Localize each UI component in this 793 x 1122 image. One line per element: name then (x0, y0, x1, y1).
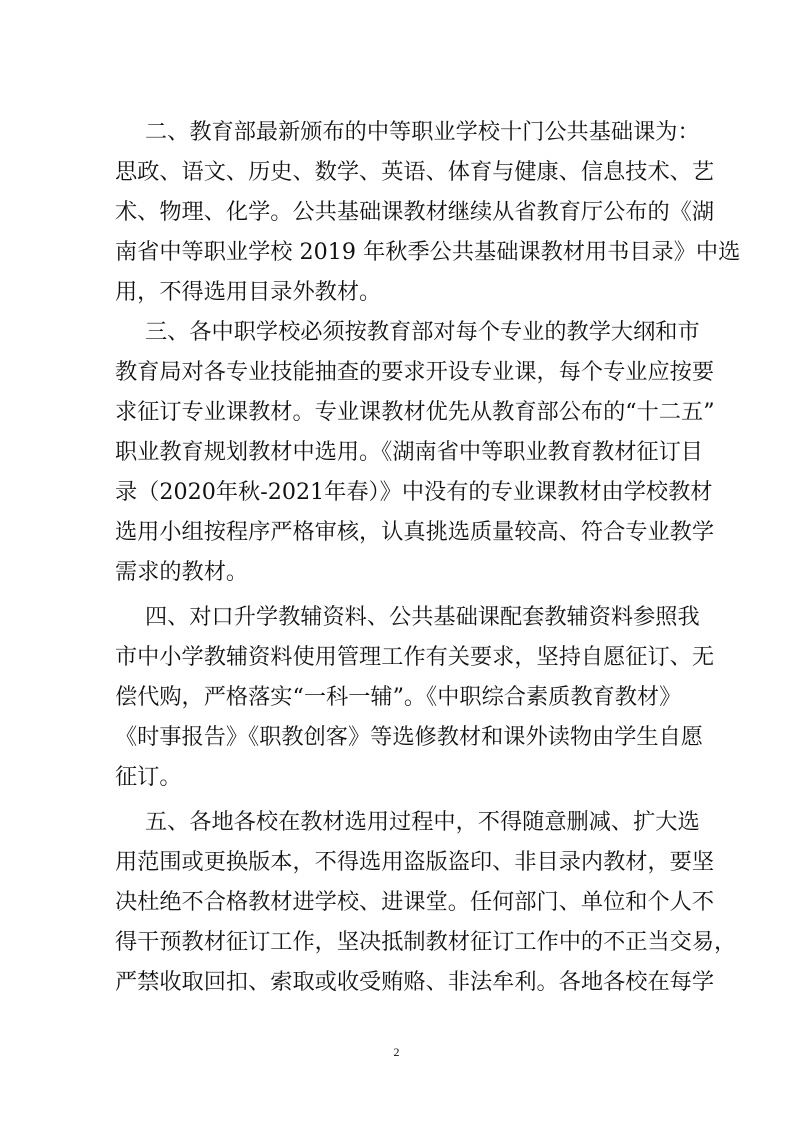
paragraph-3-line-5: 录（2020年秋-2021年春）》中没有的专业课教材由学校教材 (115, 479, 713, 505)
paragraph-2-line-4: 南省中等职业学校 2019 年秋季公共基础课教材用书目录》中选 (115, 239, 741, 265)
paragraph-5-line-2: 用范围或更换版本，不得选用盗版盗印、非目录内教材，要坚 (115, 849, 715, 875)
paragraph-5-line-4: 得干预教材征订工作，坚决抵制教材征订工作中的不正当交易， (115, 929, 737, 955)
paragraph-4-line-2: 市中小学教辅资料使用管理工作有关要求，坚持自愿征订、无 (115, 644, 715, 670)
paragraph-2-line-2: 思政、语文、历史、数学、英语、体育与健康、信息技术、艺 (115, 159, 715, 185)
paragraph-5-line-5: 严禁收取回扣、索取或收受贿赂、非法牟利。各地各校在每学 (115, 969, 715, 995)
paragraph-2-line-1: 二、教育部最新颁布的中等职业学校十门公共基础课为： (145, 119, 700, 145)
paragraph-4-line-3: 偿代购，严格落实“一科一辅”。《中职综合素质教育教材》 (115, 684, 682, 710)
paragraph-4-line-4: 《时事报告》《职教创客》等选修教材和课外读物由学生自愿 (115, 724, 703, 750)
paragraph-2-line-3: 术、物理、化学。公共基础课教材继续从省教育厅公布的《湖 (115, 199, 715, 225)
paragraph-4-line-5: 征订。 (115, 764, 182, 790)
paragraph-3-line-6: 选用小组按程序严格审核，认真挑选质量较高、符合专业教学 (115, 519, 715, 545)
paragraph-4-line-1: 四、对口升学教辅资料、公共基础课配套教辅资料参照我 (145, 604, 700, 630)
page-number: 2 (393, 1045, 400, 1059)
paragraph-2-line-5: 用，不得选用目录外教材。 (115, 279, 382, 305)
paragraph-3-line-3: 求征订专业课教材。专业课教材优先从教育部公布的“十二五” (115, 399, 715, 425)
paragraph-5-line-1: 五、各地各校在教材选用过程中，不得随意删减、扩大选 (145, 809, 700, 835)
paragraph-5-line-3: 决杜绝不合格教材进学校、进课堂。任何部门、单位和个人不 (115, 889, 715, 915)
paragraph-3-line-2: 教育局对各专业技能抽查的要求开设专业课，每个专业应按要 (115, 359, 715, 385)
paragraph-3-line-4: 职业教育规划教材中选用。《湖南省中等职业教育教材征订目 (115, 439, 703, 465)
paragraph-3-line-1: 三、各中职学校必须按教育部对每个专业的教学大纲和市 (145, 319, 700, 345)
paragraph-3-line-7: 需求的教材。 (115, 559, 249, 585)
